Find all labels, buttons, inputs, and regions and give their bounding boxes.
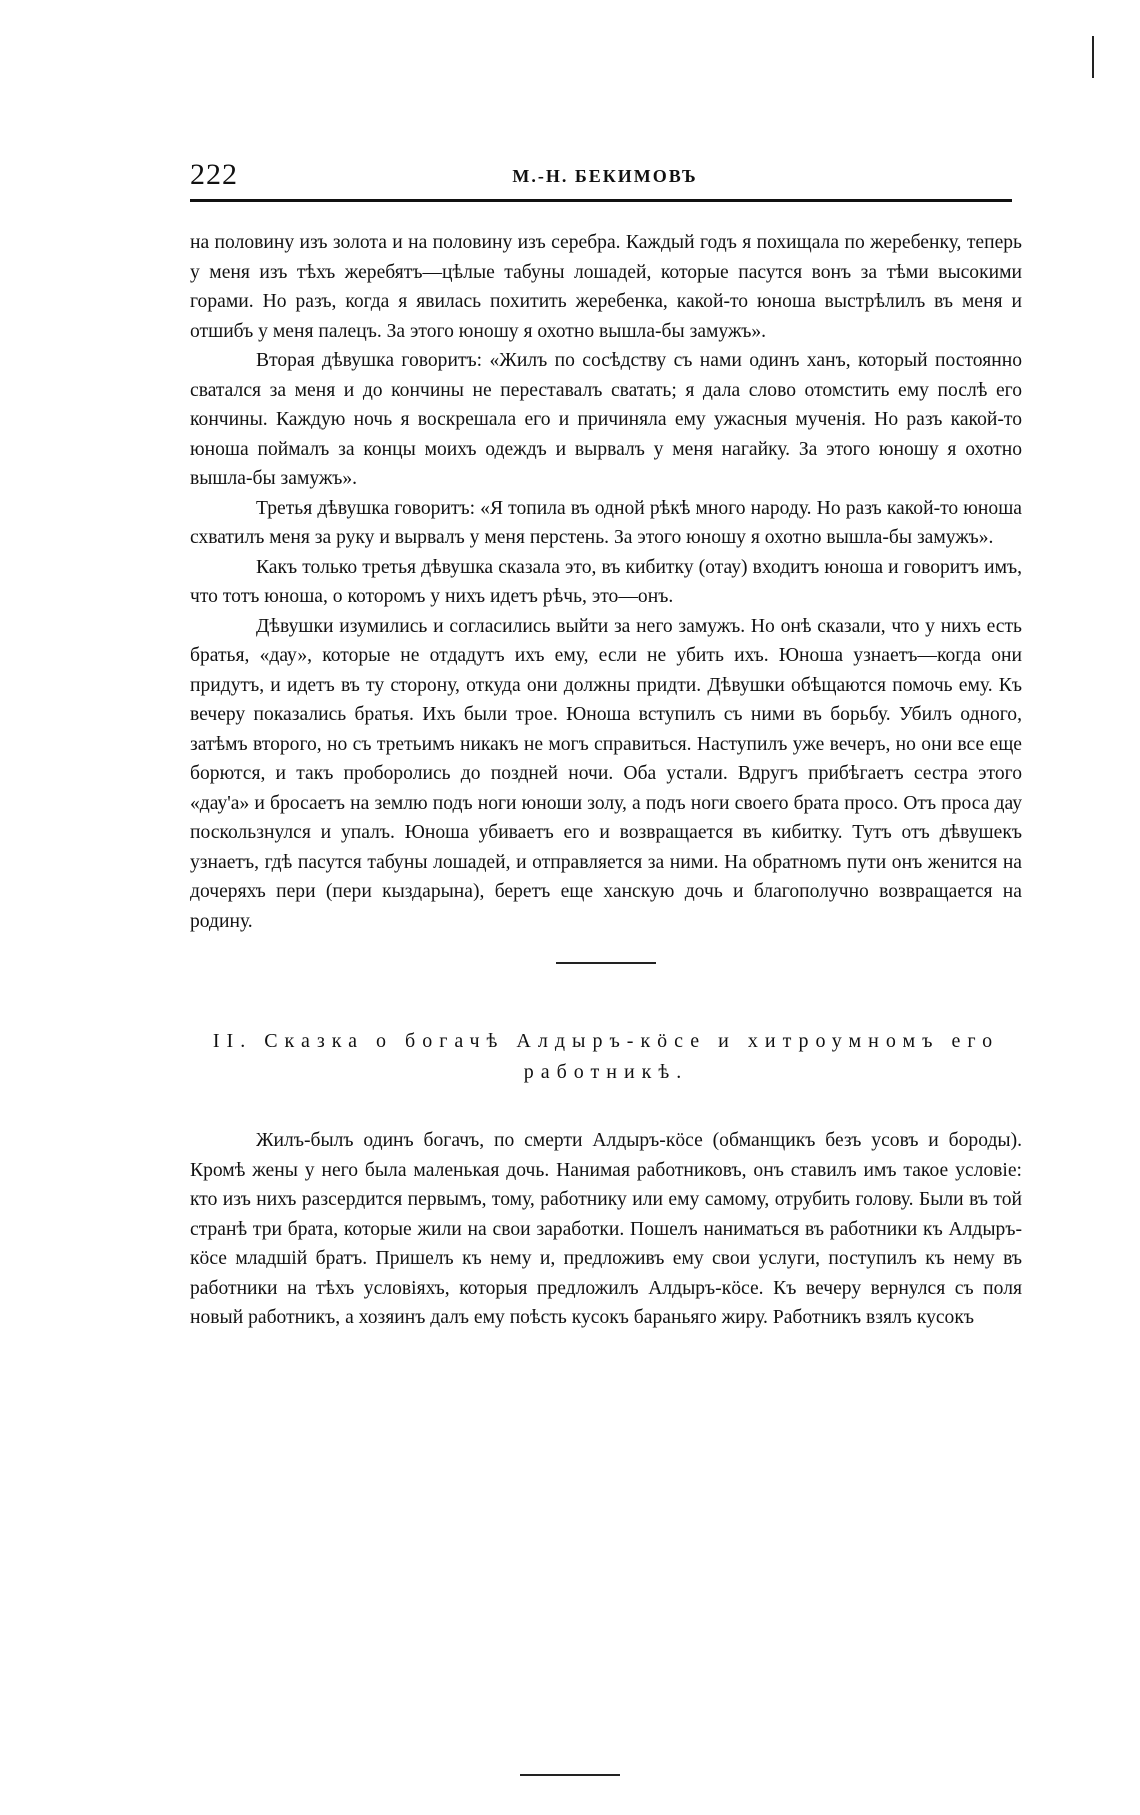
page-body [190, 228, 1022, 1333]
section-title: II. Сказка о богачѣ Алдыръ-кöсе и хитроумномъ его работникѣ. [212, 1030, 1000, 1083]
scan-edge-mark [1092, 36, 1094, 78]
page-number: 222 [190, 158, 238, 191]
paragraph-4: Какъ только третья дѣвушка сказала это, въ кибитку (отау) входитъ юноша и говоритъ имъ, что тотъ юноша, о которомъ у нихъ идетъ рѣчь, это—онъ. [190, 556, 1022, 607]
section-divider [556, 962, 656, 964]
paragraph-1: на половину изъ золота и на половину изъ серебра. Каждый годъ я похищала по жеребенку, теперь у меня изъ тѣхъ жеребятъ—цѣлые табуны лошадей, которые пасутся вонъ за тѣми высокими горами. Но разъ, когда я явилась похитить жеребенка, какой-то юноша выстрѣлилъ въ меня и отшибъ у меня палецъ. За этого юношу я охотно вышла-бы замужъ». [190, 232, 1022, 342]
paragraph-5: Дѣвушки изумились и согласились выйти за него замужъ. Но онѣ сказали, что у нихъ есть братья, «дау», которые не отдадутъ ихъ ему, если не убить ихъ. Юноша узнаетъ—когда они придутъ, и идетъ въ ту сторону, откуда они должны придти. Дѣвушки обѣщаются помочь ему. Къ вечеру показались братья. Ихъ были трое. Юноша вступилъ съ ними въ борьбу. Убилъ одного, затѣмъ второго, но съ третьимъ никакъ не могъ справиться. Наступилъ уже вечеръ, но они все еще борются, и такъ проборолись до поздней ночи. Оба устали. Вдругъ прибѣгаетъ сестра этого «дау'а» и бросаетъ на землю подъ ноги юноши золу, а подъ ноги своего брата просо. Отъ проса дау поскользнулся и упалъ. Юноша убиваетъ его и возвращается въ кибитку. Тутъ отъ дѣвушекъ узнаетъ, гдѣ пасутся табуны лошадей, и отправляется за ними. На обратномъ пути онъ женится на дочеряхъ пери (пери кыздарына), беретъ еще ханскую дочь и благополучно возвращается на родину. [190, 615, 1022, 932]
footer-rule [520, 1774, 620, 1776]
page-header [190, 158, 1020, 198]
header-rule [190, 199, 1012, 202]
paragraph-2: Вторая дѣвушка говоритъ: «Жилъ по сосѣдству съ нами одинъ ханъ, который постоянно сватался за меня и до кончины не переставалъ сватать; я дала слово отомстить ему послѣ его кончины. Каждую ночь я воскрешала его и причиняла ему ужасныя мученія. Но разъ какой-то юноша поймалъ за концы моихъ одеждъ и вырвалъ у меня нагайку. За этого юношу я охотно вышла-бы замужъ». [190, 350, 1022, 489]
paragraph-3: Третья дѣвушка говоритъ: «Я топила въ одной рѣкѣ много народу. Но разъ какой-то юноша схватилъ меня за руку и вырвалъ у меня перстень. За этого юношу я охотно вышла-бы замужъ». [190, 497, 1022, 548]
running-head: М.-Н. БЕКИМОВЪ [512, 166, 698, 186]
section-paragraph-1: Жилъ-былъ одинъ богачъ, по смерти Алдыръ-кöсе (обманщикъ безъ усовъ и бороды). Кромѣ жены у него была маленькая дочь. Нанимая работниковъ, онъ ставилъ имъ такое условіе: кто изъ нихъ разсердится первымъ, тому, работнику или ему самому, отрубить голову. Были въ той странѣ три брата, которые жили на свои заработки. Пошелъ наниматься въ работники къ Алдыръ-кöсе младшій братъ. Пришелъ къ нему и, предложивъ ему свои услуги, поступилъ къ нему въ работники на тѣхъ условіяхъ, которыя предложилъ Алдыръ-кöсе. Къ вечеру вернулся съ поля новый работникъ, а хозяинъ далъ ему поѣсть кусокъ бараньяго жиру. Работникъ взялъ кусокъ [190, 1130, 1022, 1328]
